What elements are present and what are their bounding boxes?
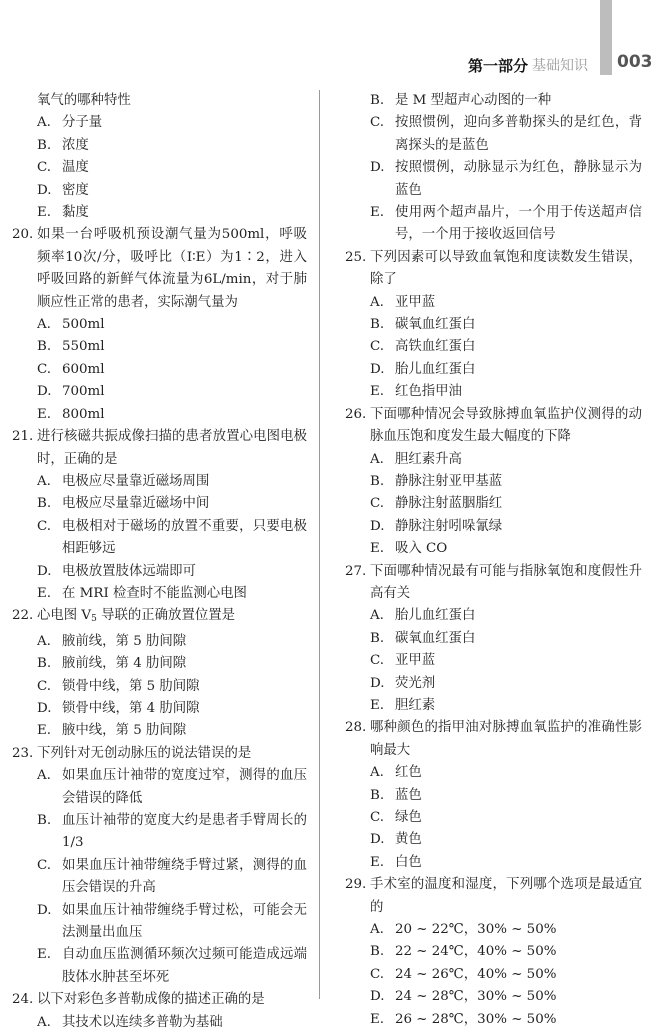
- option-text: 亚甲蓝: [395, 294, 436, 310]
- option-item: [12, 404, 307, 426]
- option-text: 静脉注射亚甲基蓝: [395, 473, 503, 489]
- option-item: [12, 493, 307, 515]
- option-text: 自动血压监测循环频次过频可能造成远端肢体水肿甚至坏死: [62, 947, 307, 985]
- question-item: [345, 561, 642, 606]
- option-item: [345, 762, 642, 784]
- option-text: 在 MRI 检查时不能监测心电图: [62, 585, 247, 601]
- section-subtitle: 基础知识: [532, 58, 588, 74]
- option-letter: E.: [370, 541, 385, 557]
- question-number: 27.: [345, 563, 367, 579]
- option-text: 使用两个超声晶片，一个用于传送超声信号，一个用于接收返回信号: [395, 205, 642, 243]
- option-text: 黄色: [395, 832, 422, 848]
- option-item: [12, 944, 307, 989]
- question-text: 下面哪种情况最有可能与指脉氧饱和度假性升高有关: [370, 563, 642, 601]
- option-item: [12, 516, 307, 561]
- option-item: [345, 605, 642, 627]
- option-text: 温度: [62, 160, 89, 176]
- option-text: 胎儿血红蛋白: [395, 361, 476, 377]
- option-letter: D.: [37, 563, 52, 579]
- option-item: [12, 180, 307, 202]
- option-item: [345, 807, 642, 829]
- question-item: [345, 717, 642, 762]
- option-letter: D.: [370, 832, 385, 848]
- option-item: [12, 112, 307, 134]
- option-item: [12, 202, 307, 224]
- option-letter: B.: [370, 93, 385, 108]
- option-text: 胆红素: [395, 697, 436, 713]
- option-letter: B.: [37, 137, 52, 153]
- option-item: [345, 471, 642, 493]
- option-text: 荧光剂: [395, 675, 436, 691]
- option-text: 700ml: [62, 384, 105, 400]
- option-text: 22 ~ 24℃，40% ~ 50%: [395, 944, 557, 960]
- option-text: 是 M 型超声心动图的一种: [395, 93, 552, 108]
- option-text: 静脉注射蓝胭脂红: [395, 496, 503, 512]
- option-item: [12, 561, 307, 583]
- question-text: 下列针对无创动脉压的说法错误的是: [37, 745, 252, 761]
- option-text: 红色指甲油: [395, 384, 462, 400]
- option-letter: D.: [370, 361, 385, 377]
- option-text: 如果血压计袖带缠绕手臂过松，可能会无法测量出血压: [62, 902, 307, 941]
- option-item: [345, 314, 642, 336]
- option-item: [12, 471, 307, 493]
- option-letter: B.: [370, 944, 385, 960]
- question-number: 25.: [345, 249, 367, 265]
- option-item: [12, 900, 307, 945]
- option-item: [345, 493, 642, 515]
- option-letter: E.: [370, 854, 385, 870]
- option-text: 绿色: [395, 810, 422, 825]
- option-letter: D.: [370, 160, 385, 176]
- option-text: 浓度: [62, 137, 89, 153]
- option-item: [12, 810, 307, 855]
- question-number: 22.: [12, 608, 34, 624]
- option-item: [345, 1009, 642, 1031]
- option-letter: C.: [37, 518, 52, 534]
- subscript: 5: [91, 614, 97, 625]
- option-letter: A.: [37, 473, 51, 489]
- option-letter: B.: [37, 496, 52, 512]
- option-item: [345, 829, 642, 851]
- option-text: 按照惯例，动脉显示为红色，静脉显示为蓝色: [395, 160, 642, 198]
- option-text: 密度: [62, 182, 89, 198]
- question-item: [12, 605, 307, 630]
- option-letter: B.: [370, 787, 385, 803]
- question-text: 以下对彩色多普勒成像的描述正确的是: [37, 992, 265, 1008]
- option-text: 按照惯例，迎向多普勒探头的是红色，背离探头的是蓝色: [395, 115, 642, 153]
- option-letter: C.: [370, 653, 385, 669]
- option-letter: A.: [37, 115, 51, 131]
- option-letter: C.: [370, 496, 385, 512]
- header-bar: [600, 0, 612, 75]
- option-item: [12, 631, 307, 653]
- question-item: [345, 404, 642, 449]
- option-letter: D.: [370, 518, 385, 534]
- option-text: 电极应尽量靠近磁场中间: [62, 496, 210, 512]
- option-text: 碳氧血红蛋白: [395, 630, 476, 646]
- left-column: [12, 90, 307, 1034]
- option-letter: B.: [37, 339, 52, 355]
- option-item: [345, 336, 642, 358]
- question-text-part: 导联的正确放置位置是: [96, 608, 236, 624]
- option-text: 胎儿血红蛋白: [395, 608, 476, 624]
- option-letter: E.: [370, 697, 385, 713]
- option-item: [345, 292, 642, 314]
- column-divider: [319, 90, 320, 999]
- option-text: 亚甲蓝: [395, 653, 436, 669]
- option-letter: D.: [37, 700, 52, 716]
- option-letter: D.: [37, 902, 52, 918]
- option-letter: A.: [370, 608, 384, 624]
- question-item: [345, 247, 642, 292]
- option-text: 静脉注射吲哚氰绿: [395, 518, 503, 534]
- option-item: [345, 157, 642, 202]
- question-text: 哪种颜色的指甲油对脉搏血氧监护的准确性影响最大: [370, 720, 642, 758]
- option-item: [12, 1012, 307, 1034]
- option-item: [345, 359, 642, 381]
- option-letter: E.: [37, 723, 52, 739]
- option-item: [345, 516, 642, 538]
- option-letter: C.: [37, 678, 52, 694]
- option-item: [12, 698, 307, 720]
- option-letter: A.: [37, 1014, 51, 1030]
- option-text: 电极相对于磁场的放置不重要，只要电极相距够远: [62, 518, 307, 557]
- option-item: [345, 695, 642, 717]
- option-letter: E.: [370, 384, 385, 400]
- option-letter: C.: [370, 115, 385, 131]
- option-letter: A.: [370, 922, 384, 938]
- option-item: [12, 336, 307, 358]
- option-letter: C.: [370, 810, 385, 825]
- option-item: [345, 919, 642, 941]
- option-text: 腋前线，第 4 肋间隙: [62, 656, 187, 672]
- option-item: [12, 314, 307, 336]
- option-item: [345, 538, 642, 560]
- option-item: [345, 650, 642, 672]
- option-item: [345, 381, 642, 403]
- option-text: 蓝色: [395, 787, 422, 803]
- option-text: 腋前线，第 5 肋间隙: [62, 633, 187, 649]
- option-text: 锁骨中线，第 4 肋间隙: [62, 700, 200, 716]
- question-item: [12, 426, 307, 471]
- question-item: [12, 743, 307, 765]
- option-letter: A.: [370, 294, 384, 310]
- option-text: 锁骨中线，第 5 肋间隙: [62, 678, 200, 694]
- option-text: 腋中线，第 5 肋间隙: [62, 723, 187, 739]
- option-letter: A.: [37, 768, 51, 784]
- option-text: 分子量: [62, 115, 103, 131]
- option-letter: A.: [370, 451, 384, 467]
- question-number: 21.: [12, 429, 34, 445]
- question-number: 28.: [345, 720, 367, 736]
- option-letter: E.: [370, 205, 385, 221]
- option-item: [345, 964, 642, 986]
- question-text: [37, 605, 307, 630]
- option-letter: A.: [37, 633, 51, 649]
- option-item: [345, 673, 642, 695]
- option-item: [12, 583, 307, 605]
- option-item: [12, 720, 307, 742]
- option-item: [12, 157, 307, 179]
- option-item: [345, 628, 642, 650]
- option-letter: A.: [37, 317, 51, 333]
- option-text: 红色: [395, 765, 422, 781]
- option-letter: E.: [37, 205, 52, 221]
- option-letter: E.: [370, 1011, 385, 1027]
- option-item: [345, 449, 642, 471]
- section-title: 第一部分: [468, 57, 529, 75]
- option-letter: D.: [370, 675, 385, 691]
- option-text: 20 ~ 22℃，30% ~ 50%: [395, 922, 557, 938]
- right-column: [345, 90, 642, 1031]
- question-number: 26.: [345, 406, 367, 422]
- option-text: 黏度: [62, 205, 89, 221]
- question-number: 29.: [345, 877, 367, 893]
- option-item: [12, 135, 307, 157]
- option-item: [12, 653, 307, 675]
- option-text: 血压计袖带的宽度大约是患者手臂周长的 1/3: [62, 813, 307, 851]
- option-text: 电极放置肢体远端即可: [62, 563, 196, 579]
- option-letter: E.: [37, 585, 52, 601]
- option-text: 550ml: [62, 339, 105, 355]
- question-text-part: 心电图 V: [37, 608, 92, 624]
- option-text: 800ml: [62, 406, 105, 422]
- option-text: 电极应尽量靠近磁场周围: [62, 473, 210, 489]
- option-letter: D.: [370, 989, 385, 1005]
- option-text: 白色: [395, 854, 422, 870]
- option-item: [12, 765, 307, 810]
- question-number: 23.: [12, 745, 34, 761]
- question-text: 进行核磁共振成像扫描的患者放置心电图电极时，正确的是: [37, 429, 307, 467]
- option-letter: B.: [370, 630, 385, 646]
- option-letter: E.: [37, 406, 52, 422]
- option-item: [12, 855, 307, 900]
- option-item: [12, 676, 307, 698]
- option-item: [345, 785, 642, 807]
- option-letter: B.: [37, 656, 52, 672]
- question-text: 手术室的温度和湿度，下列哪个选项是最适宜的: [370, 877, 642, 915]
- option-text: 24 ~ 28℃，30% ~ 50%: [395, 989, 557, 1005]
- option-letter: B.: [370, 317, 385, 333]
- option-text: 26 ~ 28℃，30% ~ 50%: [395, 1011, 557, 1027]
- question-item: [12, 989, 307, 1011]
- option-item: [345, 852, 642, 874]
- option-letter: B.: [370, 473, 385, 489]
- question-item: [12, 224, 307, 314]
- question-number: 24.: [12, 992, 34, 1008]
- option-text: 500ml: [62, 317, 105, 333]
- option-letter: C.: [370, 339, 385, 355]
- question-text: 下面哪种情况会导致脉搏血氧监护仪测得的动脉血压饱和度发生最大幅度的下降: [370, 406, 642, 445]
- option-letter: C.: [37, 857, 52, 873]
- question-item: [345, 874, 642, 919]
- option-text: 如果血压计袖带的宽度过窄，测得的血压会错误的降低: [62, 768, 307, 806]
- option-item: [12, 359, 307, 381]
- page-header: [0, 0, 667, 80]
- option-item: [12, 381, 307, 403]
- option-text: 高铁血红蛋白: [395, 339, 476, 355]
- question-text: 下列因素可以导致血氧饱和度读数发生错误，除了: [370, 249, 642, 288]
- option-text: 吸入 CO: [395, 541, 448, 557]
- option-text: 如果血压计袖带缠绕手臂过紧，测得的血压会错误的升高: [62, 857, 307, 896]
- option-letter: C.: [37, 361, 52, 377]
- question-text: 氧气的哪种特性: [37, 93, 131, 108]
- option-letter: B.: [37, 813, 52, 828]
- question-number: 20.: [12, 227, 34, 243]
- option-letter: D.: [37, 384, 52, 400]
- question-text: 如果一台呼吸机预设潮气量为500ml，呼吸频率10次/分，吸呼比（I∶E）为1∶2，进入呼吸回路的新鲜气体流量为6L/min，对于肺顺应性正常的患者，实际潮气量为: [37, 227, 307, 310]
- page-number: 003: [617, 52, 653, 72]
- option-letter: E.: [37, 947, 52, 963]
- option-item: [345, 90, 642, 112]
- option-letter: D.: [37, 182, 52, 198]
- option-text: 碳氧血红蛋白: [395, 317, 476, 333]
- option-text: 24 ~ 26℃，40% ~ 50%: [395, 966, 557, 982]
- option-text: 其技术以连续多普勒为基础: [62, 1014, 223, 1030]
- option-letter: C.: [370, 966, 385, 982]
- option-item: [345, 112, 642, 157]
- option-text: 胆红素升高: [395, 451, 462, 467]
- option-item: [345, 202, 642, 247]
- option-item: [345, 986, 642, 1008]
- option-item: [345, 941, 642, 963]
- option-letter: A.: [370, 765, 384, 781]
- option-letter: C.: [37, 160, 52, 176]
- option-text: 600ml: [62, 361, 105, 377]
